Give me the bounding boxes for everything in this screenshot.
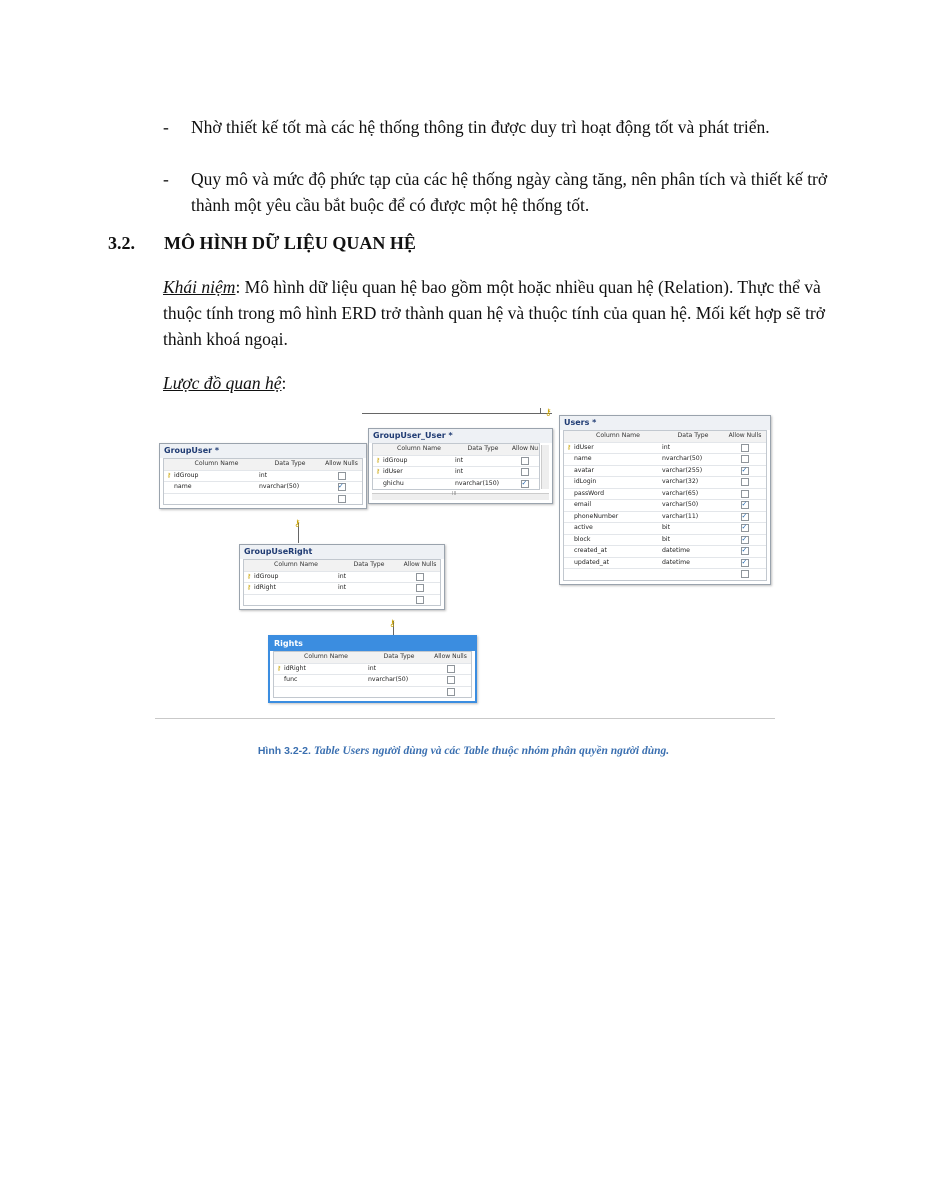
column-name: idGroup (383, 456, 408, 464)
column-name: ghichu (383, 479, 404, 487)
checkbox-icon[interactable] (521, 480, 529, 488)
table-rights[interactable] (268, 635, 477, 703)
table-groupuser[interactable] (159, 443, 367, 509)
table-users[interactable] (559, 415, 771, 585)
diagram-label-suffix: : (281, 373, 287, 393)
column-name: idLogin (574, 478, 597, 485)
table-title: Users * (560, 416, 770, 430)
column-header-row (244, 560, 440, 572)
column-name: idUser (383, 468, 403, 475)
key-icon: ⚷ (276, 664, 282, 672)
data-type: int (662, 443, 671, 451)
data-type: varchar(65) (662, 489, 699, 497)
key-icon: ⚷ (294, 519, 301, 529)
table-row[interactable] (564, 569, 766, 580)
checkbox-icon[interactable] (741, 536, 749, 544)
checkbox-icon[interactable] (416, 596, 424, 604)
checkbox-icon[interactable] (447, 688, 455, 696)
data-type: datetime (662, 558, 690, 566)
table-title: GroupUser * (160, 444, 366, 458)
column-grid (163, 458, 363, 505)
table-row[interactable] (274, 675, 471, 687)
checkbox-icon[interactable] (338, 472, 346, 480)
checkbox-icon[interactable] (741, 570, 749, 578)
table-row[interactable] (373, 467, 539, 479)
table-row[interactable] (564, 558, 766, 570)
table-row[interactable] (564, 512, 766, 524)
table-row[interactable] (564, 546, 766, 558)
column-name-header: Column Name (596, 432, 640, 439)
checkbox-icon[interactable] (741, 478, 749, 486)
checkbox-icon[interactable] (741, 559, 749, 567)
data-type: nvarchar(50) (368, 676, 409, 683)
key-icon: ⚷ (375, 468, 381, 475)
checkbox-icon[interactable] (416, 584, 424, 592)
allow-nulls-header: Allow Nulls (728, 432, 762, 439)
table-groupuseright[interactable] (239, 544, 445, 610)
column-name: func (284, 676, 298, 683)
table-row[interactable] (164, 494, 362, 505)
column-header-row (373, 444, 539, 456)
data-type-header: Data Type (467, 445, 499, 452)
key-icon: ⚷ (246, 572, 252, 580)
relationship-line (540, 408, 541, 414)
horizontal-scrollbar[interactable] (372, 493, 549, 500)
table-row[interactable] (564, 489, 766, 501)
column-name-header: Column Name (397, 445, 441, 452)
checkbox-icon[interactable] (521, 468, 529, 476)
checkbox-icon[interactable] (741, 501, 749, 509)
key-icon: ⚷ (545, 408, 552, 418)
data-type: varchar(255) (662, 466, 703, 474)
column-name: idUser (574, 443, 594, 451)
checkbox-icon[interactable] (741, 455, 749, 463)
data-type: int (338, 572, 347, 580)
key-icon: ⚷ (566, 443, 572, 451)
bullet-dash: - (163, 117, 169, 137)
table-groupuser-user[interactable] (368, 428, 553, 504)
data-type-header: Data Type (677, 432, 709, 439)
data-type-header: Data Type (353, 561, 385, 568)
data-type: int (338, 584, 347, 591)
column-name: idGroup (174, 471, 199, 479)
allow-nulls-header: Allow Nu (511, 445, 539, 452)
column-name-header: Column Name (304, 653, 348, 660)
key-icon: ⚷ (375, 456, 381, 464)
column-name: block (574, 535, 591, 543)
data-type-header: Data Type (383, 653, 415, 660)
column-name: idRight (254, 584, 276, 591)
column-name: name (174, 483, 192, 490)
column-name: idRight (284, 664, 306, 672)
data-type: int (455, 456, 464, 464)
column-header-row (274, 652, 471, 664)
column-name-header: Column Name (274, 561, 318, 568)
key-icon: ⚷ (166, 471, 172, 479)
table-row[interactable] (373, 456, 539, 468)
column-name-header: Column Name (194, 460, 239, 467)
column-name: phoneNumber (574, 512, 619, 520)
bullet-item (163, 114, 833, 140)
checkbox-icon[interactable] (447, 665, 455, 673)
table-row[interactable] (564, 500, 766, 512)
diagram-label (163, 370, 286, 396)
table-row[interactable] (244, 572, 440, 584)
bullet-item (163, 166, 833, 218)
checkbox-icon[interactable] (741, 513, 749, 521)
figure-caption (0, 745, 927, 757)
data-type-header: Data Type (274, 460, 306, 467)
section-title: MÔ HÌNH DỮ LIỆU QUAN HỆ (164, 233, 416, 253)
data-type: varchar(32) (662, 478, 699, 485)
table-row[interactable] (274, 687, 471, 698)
data-type: nvarchar(150) (455, 479, 500, 487)
definition-paragraph (163, 274, 833, 352)
data-type: datetime (662, 547, 690, 554)
table-row[interactable] (564, 477, 766, 489)
vertical-scrollbar[interactable] (541, 445, 549, 489)
section-number: 3.2. (108, 233, 135, 253)
column-name: active (574, 524, 593, 531)
checkbox-icon[interactable] (447, 676, 455, 684)
key-icon: ⚷ (389, 619, 396, 629)
checkbox-icon[interactable] (338, 483, 346, 491)
table-row[interactable] (373, 479, 539, 490)
data-type: int (259, 471, 268, 479)
figure-bottom-rule (155, 718, 775, 719)
table-row[interactable] (274, 664, 471, 676)
data-type: int (455, 468, 464, 475)
erd-diagram (155, 403, 775, 728)
table-row[interactable] (564, 466, 766, 478)
checkbox-icon[interactable] (338, 495, 346, 503)
checkbox-icon[interactable] (741, 444, 749, 452)
checkbox-icon[interactable] (741, 524, 749, 532)
column-name: name (574, 455, 592, 462)
column-header-row (164, 459, 362, 471)
data-type: varchar(11) (662, 512, 699, 520)
checkbox-icon[interactable] (416, 573, 424, 581)
caption-prefix: Hình 3.2-2. (257, 745, 314, 757)
bullet-text: Nhờ thiết kế tốt mà các hệ thống thông tin được duy trì hoạt động tốt và phát triển. (191, 117, 770, 137)
diagram-label-text: Lược đồ quan hệ (163, 373, 282, 393)
relationship-line (362, 413, 552, 414)
table-title: GroupUser_User * (369, 429, 552, 443)
checkbox-icon[interactable] (741, 490, 749, 498)
allow-nulls-header: Allow Nulls (325, 460, 358, 467)
table-row[interactable] (164, 482, 362, 494)
column-header-row (564, 431, 766, 443)
checkbox-icon[interactable] (521, 457, 529, 465)
data-type: nvarchar(50) (662, 455, 703, 462)
data-type: bit (662, 524, 671, 531)
table-row[interactable] (244, 583, 440, 595)
column-grid (273, 651, 472, 698)
bullet-dash: - (163, 169, 169, 189)
caption-text: Table Users người dùng và các Table thuộc nhóm phân quyền người dùng. (313, 745, 670, 757)
checkbox-icon[interactable] (741, 547, 749, 555)
table-title: GroupUseRight (240, 545, 444, 559)
table-title: Rights (270, 637, 475, 651)
column-name: passWord (574, 489, 605, 497)
data-type: int (368, 664, 377, 672)
column-name: idGroup (254, 572, 279, 580)
definition-label: Khái niệm (163, 277, 236, 297)
column-name: created_at (574, 547, 607, 554)
table-row[interactable] (564, 535, 766, 547)
definition-text: : Mô hình dữ liệu quan hệ bao gồm một hoặc nhiều quan hệ (Relation). Thực thể và thuộc tính trong mô hình ERD trở thành quan hệ và thuộc tính của quan hệ. Mối kết hợp sẽ trở thành khoá ngoại. (163, 277, 826, 349)
data-type: nvarchar(50) (259, 483, 300, 490)
column-name: avatar (574, 466, 595, 474)
allow-nulls-header: Allow Nulls (403, 561, 437, 568)
column-grid (563, 430, 767, 581)
key-icon: ⚷ (246, 584, 252, 591)
table-row[interactable] (564, 443, 766, 455)
scroll-grip: III (452, 491, 457, 497)
allow-nulls-header: Allow Nulls (434, 653, 467, 660)
table-row[interactable] (564, 454, 766, 466)
column-name: updated_at (574, 558, 610, 566)
column-grid (372, 443, 540, 490)
table-row[interactable] (564, 523, 766, 535)
table-row[interactable] (244, 595, 440, 606)
data-type: varchar(50) (662, 501, 699, 508)
data-type: bit (662, 535, 671, 543)
column-grid (243, 559, 441, 606)
checkbox-icon[interactable] (741, 467, 749, 475)
table-row[interactable] (164, 471, 362, 483)
bullet-text: Quy mô và mức độ phức tạp của các hệ thống ngày càng tăng, nên phân tích và thiết kế trở thành một yêu cầu bắt buộc để có được một hệ thống tốt. (191, 169, 828, 215)
column-name: email (574, 501, 592, 508)
